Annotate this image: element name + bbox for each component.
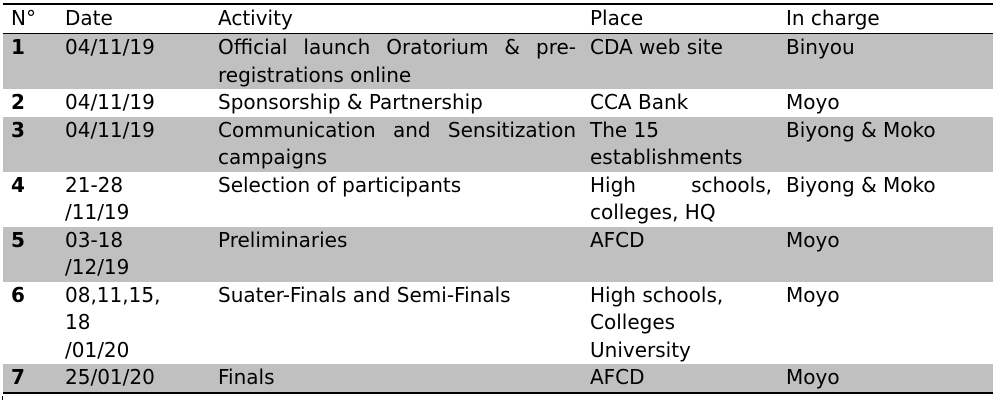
date-line: 04/11/19 [65, 117, 155, 142]
row-in-charge: Moyo [786, 90, 840, 114]
header-activity: Activity [210, 4, 582, 34]
row-in-charge: Binyou [778, 34, 993, 90]
row-activity: Communication and Sensitization campaigns [210, 117, 582, 172]
table-row [3, 34, 993, 90]
row-in-charge: Biyong & Moko [778, 117, 993, 172]
row-activity: Selection of participants [218, 172, 462, 197]
table-row [3, 227, 993, 282]
header-in-charge: In charge [778, 4, 993, 34]
row-date [57, 364, 210, 393]
date-line: 08,11,15, [65, 282, 161, 307]
row-number: 1 [3, 34, 57, 90]
date-line: /11/19 [65, 200, 130, 224]
date-line: /01/20 [65, 337, 130, 362]
row-number: 4 [11, 172, 25, 197]
row-activity: Sponsorship & Partnership [218, 90, 483, 114]
row-activity: Official launch Oratorium & pre-registrations online [210, 34, 582, 90]
date-line: 04/11/19 [65, 35, 155, 59]
row-place: The 15 establishments [582, 117, 778, 172]
header-number: N° [3, 4, 57, 34]
row-number: 5 [3, 227, 57, 282]
row-date [57, 282, 210, 365]
row-date [57, 117, 210, 172]
row-activity: Suater-Finals and Semi-Finals [218, 282, 511, 307]
row-activity: Preliminaries [210, 227, 582, 282]
date-line: 25/01/20 [65, 365, 155, 389]
row-in-charge: Moyo [778, 227, 993, 282]
row-in-charge: Biyong & Moko [786, 172, 936, 197]
table-row [3, 282, 993, 365]
table-row [3, 89, 993, 117]
row-number: 6 [11, 282, 25, 307]
row-place: High schools, colleges, HQ [590, 172, 772, 224]
row-place: AFCD [582, 227, 778, 282]
row-place: CCA Bank [590, 90, 689, 114]
row-number: 3 [3, 117, 57, 172]
table-row [3, 172, 993, 227]
place-line: High schools, [590, 282, 724, 307]
date-line: 18 [65, 310, 91, 334]
date-line: /12/19 [65, 255, 130, 279]
row-date [57, 34, 210, 90]
row-date [57, 172, 210, 227]
date-line: 21-28 [65, 172, 124, 197]
activity-schedule-table [3, 3, 993, 394]
date-line: 03-18 [65, 227, 124, 252]
header-place: Place [582, 4, 778, 34]
row-date [57, 89, 210, 117]
place-line: Colleges [590, 310, 676, 334]
row-in-charge: Moyo [778, 364, 993, 393]
row-number: 2 [11, 90, 25, 114]
row-place: CDA web site [582, 34, 778, 90]
row-place: AFCD [582, 364, 778, 393]
table-header-row [3, 4, 993, 34]
date-line: 04/11/19 [65, 90, 155, 114]
place-line: University [590, 337, 691, 362]
page-edge-marker [2, 396, 3, 400]
table-row [3, 364, 993, 393]
row-date [57, 227, 210, 282]
row-activity: Finals [210, 364, 582, 393]
table-row [3, 117, 993, 172]
header-date: Date [57, 4, 210, 34]
row-number: 7 [3, 364, 57, 393]
row-place [582, 282, 778, 365]
row-in-charge: Moyo [786, 282, 840, 307]
